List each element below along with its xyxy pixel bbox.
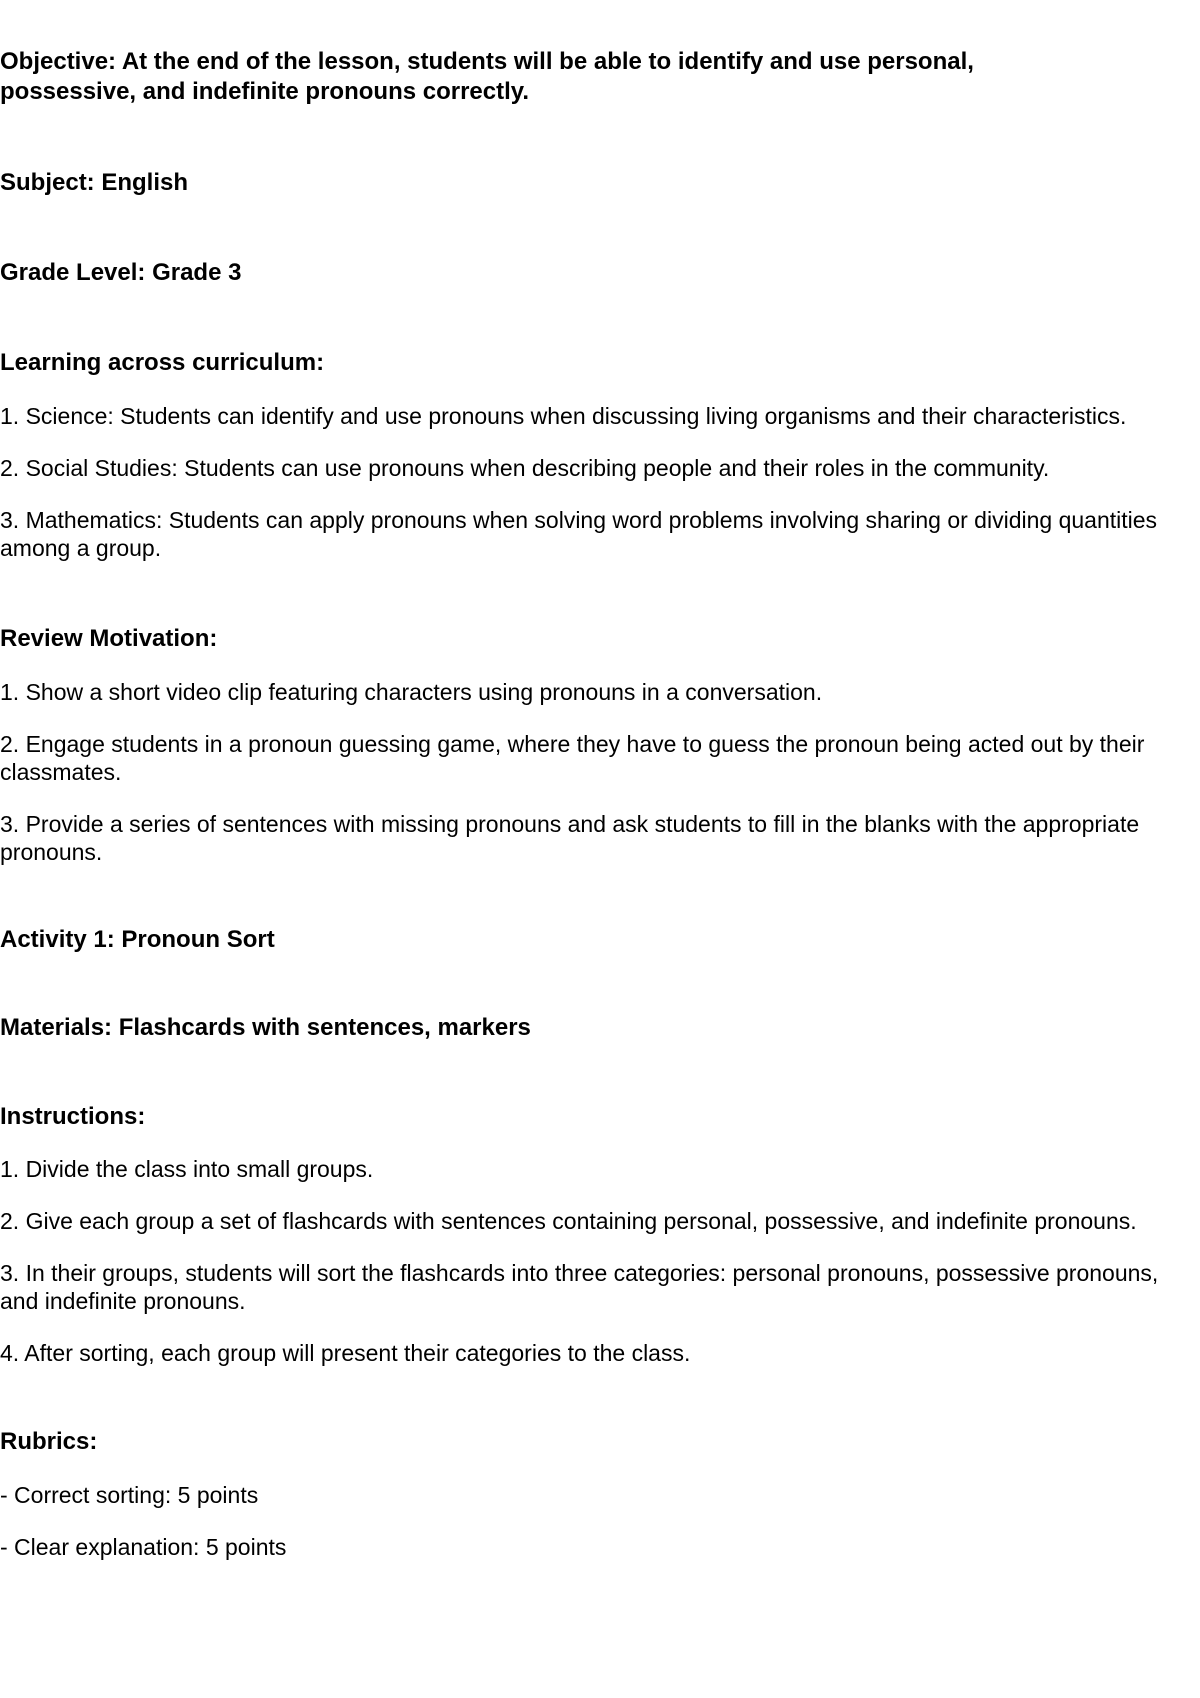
instruction-item-3: 3. In their groups, students will sort the flashcards into three categories: personal pronouns, possessive pronouns, and indefinite pronouns. bbox=[0, 1260, 1159, 1314]
review-item-guessing-game: 2. Engage students in a pronoun guessing game, where they have to guess the pronoun being acted out by their classmates. bbox=[0, 731, 1145, 785]
rubric-item-sorting: - Correct sorting: 5 points bbox=[0, 1482, 259, 1508]
activity-title: Activity 1: Pronoun Sort bbox=[0, 926, 275, 953]
materials-line: Materials: Flashcards with sentences, markers bbox=[0, 1014, 531, 1041]
instruction-item-2: 2. Give each group a set of flashcards with sentences containing personal, possessive, and indefinite pronouns. bbox=[0, 1208, 1137, 1234]
curriculum-item-mathematics: 3. Mathematics: Students can apply pronouns when solving word problems involving sharing or dividing quantities among a group. bbox=[0, 507, 1158, 561]
learning-across-curriculum-heading: Learning across curriculum: bbox=[0, 349, 325, 376]
rubrics-heading: Rubrics: bbox=[0, 1428, 98, 1455]
instructions-heading: Instructions: bbox=[0, 1103, 146, 1130]
instruction-item-1: 1. Divide the class into small groups. bbox=[0, 1156, 374, 1182]
curriculum-item-science: 1. Science: Students can identify and use pronouns when discussing living organisms and their characteristics. bbox=[0, 403, 1127, 429]
curriculum-item-social-studies: 2. Social Studies: Students can use pronouns when describing people and their roles in the community. bbox=[0, 455, 1050, 481]
review-item-fill-blanks: 3. Provide a series of sentences with missing pronouns and ask students to fill in the blanks with the appropriate pronouns. bbox=[0, 811, 1140, 865]
grade-level-heading: Grade Level: Grade 3 bbox=[0, 259, 242, 286]
review-motivation-heading: Review Motivation: bbox=[0, 625, 218, 652]
review-item-video: 1. Show a short video clip featuring characters using pronouns in a conversation. bbox=[0, 679, 823, 705]
instruction-item-4: 4. After sorting, each group will present their categories to the class. bbox=[0, 1340, 691, 1366]
rubric-item-explanation: - Clear explanation: 5 points bbox=[0, 1534, 287, 1560]
objective-heading: Objective: At the end of the lesson, students will be able to identify and use personal, possessive, and indefinite pronouns correctly. bbox=[0, 48, 974, 105]
subject-heading: Subject: English bbox=[0, 169, 189, 196]
